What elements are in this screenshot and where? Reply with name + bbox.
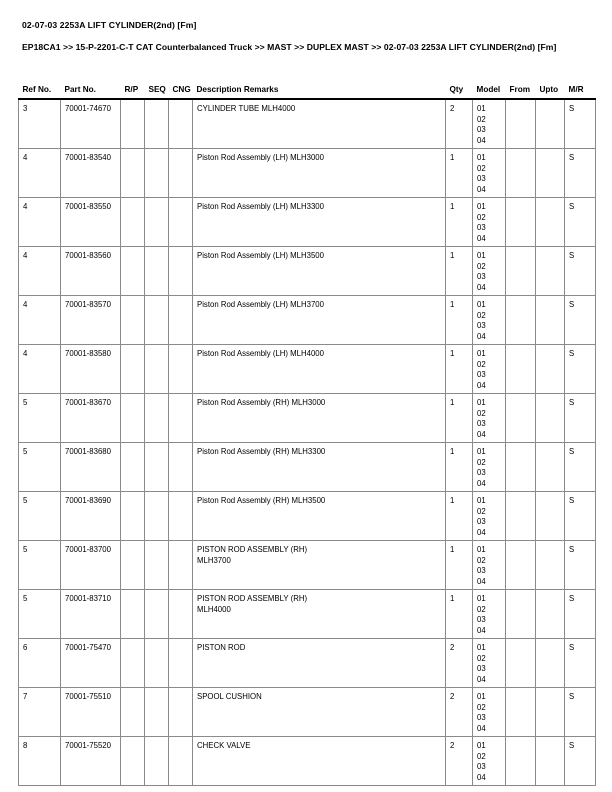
model-code: 02 (477, 702, 486, 712)
column-header-seq: SEQ (148, 85, 166, 94)
table-row[interactable] (19, 737, 596, 786)
model-code: 01 (477, 398, 486, 407)
cell-seq (145, 394, 169, 443)
model-code: 04 (477, 478, 486, 488)
cell-ref-no: 5 (19, 541, 61, 590)
cell-description: Piston Rod Assembly (LH) MLH3300 (193, 198, 446, 247)
cell-upto (536, 590, 565, 639)
model-code: 02 (477, 261, 486, 271)
cell-seq (145, 247, 169, 296)
cell-qty: 1 (446, 198, 473, 247)
cell-seq (145, 296, 169, 345)
cell-rp (121, 737, 145, 786)
cell-mr: S (565, 99, 596, 149)
cell-description: PISTON ROD ASSEMBLY (RH) MLH4000 (193, 590, 446, 639)
cell-upto (536, 198, 565, 247)
cell-part-no: 70001-83550 (61, 198, 121, 247)
cell-seq (145, 688, 169, 737)
cell-qty: 1 (446, 443, 473, 492)
parts-table-container (18, 85, 595, 786)
model-code: 02 (477, 310, 486, 320)
cell-cng (169, 247, 193, 296)
cell-upto (536, 99, 565, 149)
model-code: 03 (477, 125, 486, 134)
model-code: 04 (477, 380, 486, 390)
cell-model (473, 296, 506, 345)
cell-seq (145, 99, 169, 149)
cell-part-no: 70001-83710 (61, 590, 121, 639)
table-row[interactable] (19, 198, 596, 247)
cell-ref-no: 5 (19, 590, 61, 639)
cell-cng (169, 639, 193, 688)
cell-part-no: 70001-75470 (61, 639, 121, 688)
cell-part-no: 70001-75520 (61, 737, 121, 786)
cell-part-no: 70001-83690 (61, 492, 121, 541)
cell-model (473, 590, 506, 639)
model-code: 03 (477, 762, 486, 771)
model-code: 04 (477, 723, 486, 733)
cell-upto (536, 737, 565, 786)
cell-upto (536, 247, 565, 296)
cell-cng (169, 394, 193, 443)
cell-upto (536, 443, 565, 492)
cell-qty: 1 (446, 345, 473, 394)
model-code: 03 (477, 223, 486, 232)
cell-description: SPOOL CUSHION (193, 688, 446, 737)
cell-ref-no: 4 (19, 149, 61, 198)
cell-model (473, 443, 506, 492)
cell-qty: 2 (446, 99, 473, 149)
cell-model (473, 688, 506, 737)
parts-table (18, 85, 596, 786)
model-code: 03 (477, 321, 486, 330)
model-code: 02 (477, 114, 486, 124)
cell-part-no: 70001-83560 (61, 247, 121, 296)
model-code: 02 (477, 212, 486, 222)
model-code: 02 (477, 751, 486, 761)
parts-table-header (19, 85, 596, 99)
cell-ref-no: 5 (19, 443, 61, 492)
cell-qty: 1 (446, 590, 473, 639)
cell-qty: 1 (446, 149, 473, 198)
cell-seq (145, 541, 169, 590)
cell-mr: S (565, 590, 596, 639)
cell-rp (121, 541, 145, 590)
model-code: 02 (477, 457, 486, 467)
column-header-upto: Upto (539, 85, 559, 94)
cell-upto (536, 296, 565, 345)
model-code: 01 (477, 496, 486, 505)
cell-cng (169, 149, 193, 198)
table-row[interactable] (19, 688, 596, 737)
cell-from (506, 149, 536, 198)
cell-mr: S (565, 443, 596, 492)
cell-model (473, 394, 506, 443)
cell-rp (121, 443, 145, 492)
model-code: 01 (477, 153, 486, 162)
cell-model (473, 737, 506, 786)
cell-mr: S (565, 247, 596, 296)
cell-model (473, 149, 506, 198)
cell-mr: S (565, 345, 596, 394)
model-code: 04 (477, 429, 486, 439)
cell-mr: S (565, 688, 596, 737)
breadcrumb: EP18CA1 >> 15-P-2201-C-T CAT Counterbalanced Truck >> MAST >> DUPLEX MAST >> 02-07-03 2253A LIFT CYLINDER(2nd) [Fm] (22, 42, 557, 52)
cell-rp (121, 688, 145, 737)
model-code: 03 (477, 174, 486, 183)
model-code: 03 (477, 272, 486, 281)
cell-rp (121, 639, 145, 688)
cell-cng (169, 296, 193, 345)
model-code: 04 (477, 772, 486, 782)
cell-upto (536, 688, 565, 737)
model-code: 04 (477, 527, 486, 537)
cell-description: CHECK VALVE (193, 737, 446, 786)
cell-cng (169, 688, 193, 737)
cell-ref-no: 8 (19, 737, 61, 786)
cell-from (506, 590, 536, 639)
cell-mr: S (565, 296, 596, 345)
cell-cng (169, 541, 193, 590)
cell-model (473, 247, 506, 296)
cell-from (506, 394, 536, 443)
cell-qty: 1 (446, 296, 473, 345)
cell-cng (169, 590, 193, 639)
model-code: 01 (477, 545, 486, 554)
cell-from (506, 345, 536, 394)
cell-upto (536, 394, 565, 443)
cell-ref-no: 4 (19, 296, 61, 345)
model-code: 03 (477, 664, 486, 673)
cell-qty: 1 (446, 492, 473, 541)
cell-qty: 2 (446, 639, 473, 688)
cell-model (473, 345, 506, 394)
model-code: 03 (477, 517, 486, 526)
cell-mr: S (565, 639, 596, 688)
cell-cng (169, 345, 193, 394)
model-code: 02 (477, 408, 486, 418)
cell-rp (121, 394, 145, 443)
cell-upto (536, 345, 565, 394)
model-code: 03 (477, 468, 486, 477)
cell-qty: 1 (446, 541, 473, 590)
cell-cng (169, 198, 193, 247)
cell-mr: S (565, 541, 596, 590)
cell-ref-no: 5 (19, 394, 61, 443)
cell-part-no: 70001-83670 (61, 394, 121, 443)
cell-cng (169, 492, 193, 541)
cell-model (473, 99, 506, 149)
cell-model (473, 198, 506, 247)
cell-part-no: 70001-75510 (61, 688, 121, 737)
cell-description: PISTON ROD (193, 639, 446, 688)
model-code: 02 (477, 506, 486, 516)
cell-seq (145, 443, 169, 492)
cell-description: CYLINDER TUBE MLH4000 (193, 99, 446, 149)
cell-part-no: 70001-83580 (61, 345, 121, 394)
cell-upto (536, 639, 565, 688)
cell-part-no: 70001-83570 (61, 296, 121, 345)
model-code: 04 (477, 184, 486, 194)
model-code: 01 (477, 447, 486, 456)
cell-ref-no: 4 (19, 247, 61, 296)
cell-description: Piston Rod Assembly (LH) MLH4000 (193, 345, 446, 394)
cell-from (506, 247, 536, 296)
cell-rp (121, 247, 145, 296)
model-code: 03 (477, 419, 486, 428)
model-code: 04 (477, 625, 486, 635)
model-code: 01 (477, 104, 486, 113)
cell-cng (169, 737, 193, 786)
cell-part-no: 70001-74670 (61, 99, 121, 149)
model-code: 02 (477, 359, 486, 369)
column-header-ref-no: Ref No. (22, 85, 52, 94)
cell-mr: S (565, 492, 596, 541)
cell-seq (145, 737, 169, 786)
column-header-qty: Qty (449, 85, 464, 94)
cell-cng (169, 99, 193, 149)
cell-from (506, 296, 536, 345)
column-header-from: From (509, 85, 530, 94)
cell-description: Piston Rod Assembly (LH) MLH3700 (193, 296, 446, 345)
cell-model (473, 541, 506, 590)
model-code: 02 (477, 604, 486, 614)
header-row (19, 85, 596, 99)
cell-description: Piston Rod Assembly (RH) MLH3300 (193, 443, 446, 492)
model-code: 03 (477, 370, 486, 379)
model-code: 01 (477, 349, 486, 358)
model-code: 04 (477, 282, 486, 292)
model-code: 01 (477, 594, 486, 603)
cell-from (506, 443, 536, 492)
column-header-rp: R/P (124, 85, 139, 94)
cell-rp (121, 492, 145, 541)
table-row[interactable] (19, 492, 596, 541)
cell-from (506, 688, 536, 737)
column-header-model: Model (476, 85, 501, 94)
cell-seq (145, 639, 169, 688)
model-code: 04 (477, 576, 486, 586)
model-code: 01 (477, 202, 486, 211)
cell-ref-no: 5 (19, 492, 61, 541)
cell-mr: S (565, 737, 596, 786)
column-header-mr: M/R (568, 85, 584, 94)
cell-qty: 2 (446, 688, 473, 737)
model-code: 01 (477, 692, 486, 701)
model-code: 01 (477, 643, 486, 652)
cell-cng (169, 443, 193, 492)
table-row[interactable] (19, 541, 596, 590)
page-title: 02-07-03 2253A LIFT CYLINDER(2nd) [Fm] (22, 20, 197, 30)
cell-rp (121, 99, 145, 149)
cell-from (506, 639, 536, 688)
cell-from (506, 541, 536, 590)
cell-ref-no: 4 (19, 198, 61, 247)
model-code: 01 (477, 251, 486, 260)
model-code: 01 (477, 741, 486, 750)
cell-qty: 2 (446, 737, 473, 786)
cell-part-no: 70001-83700 (61, 541, 121, 590)
cell-description: Piston Rod Assembly (LH) MLH3000 (193, 149, 446, 198)
cell-part-no: 70001-83540 (61, 149, 121, 198)
column-header-cng: CNG (172, 85, 191, 94)
cell-ref-no: 6 (19, 639, 61, 688)
table-row[interactable] (19, 590, 596, 639)
cell-seq (145, 198, 169, 247)
model-code: 03 (477, 615, 486, 624)
table-row[interactable] (19, 345, 596, 394)
model-code: 04 (477, 331, 486, 341)
cell-mr: S (565, 394, 596, 443)
cell-from (506, 198, 536, 247)
model-code: 01 (477, 300, 486, 309)
cell-upto (536, 492, 565, 541)
cell-rp (121, 198, 145, 247)
model-code: 02 (477, 555, 486, 565)
model-code: 04 (477, 135, 486, 145)
table-row[interactable] (19, 247, 596, 296)
cell-part-no: 70001-83680 (61, 443, 121, 492)
cell-mr: S (565, 198, 596, 247)
cell-rp (121, 149, 145, 198)
cell-upto (536, 541, 565, 590)
cell-model (473, 639, 506, 688)
table-row[interactable] (19, 296, 596, 345)
cell-seq (145, 492, 169, 541)
table-row[interactable] (19, 149, 596, 198)
cell-rp (121, 296, 145, 345)
cell-seq (145, 345, 169, 394)
table-row[interactable] (19, 99, 596, 149)
parts-table-body (19, 99, 596, 786)
model-code: 02 (477, 163, 486, 173)
model-code: 04 (477, 233, 486, 243)
cell-model (473, 492, 506, 541)
table-row[interactable] (19, 639, 596, 688)
table-row[interactable] (19, 394, 596, 443)
cell-description: Piston Rod Assembly (LH) MLH3500 (193, 247, 446, 296)
column-header-part-no: Part No. (64, 85, 96, 94)
model-code: 04 (477, 674, 486, 684)
table-row[interactable] (19, 443, 596, 492)
cell-from (506, 99, 536, 149)
cell-description: PISTON ROD ASSEMBLY (RH) MLH3700 (193, 541, 446, 590)
cell-ref-no: 3 (19, 99, 61, 149)
cell-qty: 1 (446, 394, 473, 443)
cell-rp (121, 345, 145, 394)
column-header-description: Description Remarks (196, 85, 279, 94)
model-code: 03 (477, 566, 486, 575)
cell-rp (121, 590, 145, 639)
cell-description: Piston Rod Assembly (RH) MLH3500 (193, 492, 446, 541)
cell-from (506, 492, 536, 541)
cell-qty: 1 (446, 247, 473, 296)
cell-ref-no: 4 (19, 345, 61, 394)
cell-mr: S (565, 149, 596, 198)
cell-ref-no: 7 (19, 688, 61, 737)
cell-upto (536, 149, 565, 198)
cell-seq (145, 149, 169, 198)
cell-description: Piston Rod Assembly (RH) MLH3000 (193, 394, 446, 443)
cell-from (506, 737, 536, 786)
model-code: 03 (477, 713, 486, 722)
model-code: 02 (477, 653, 486, 663)
cell-seq (145, 590, 169, 639)
